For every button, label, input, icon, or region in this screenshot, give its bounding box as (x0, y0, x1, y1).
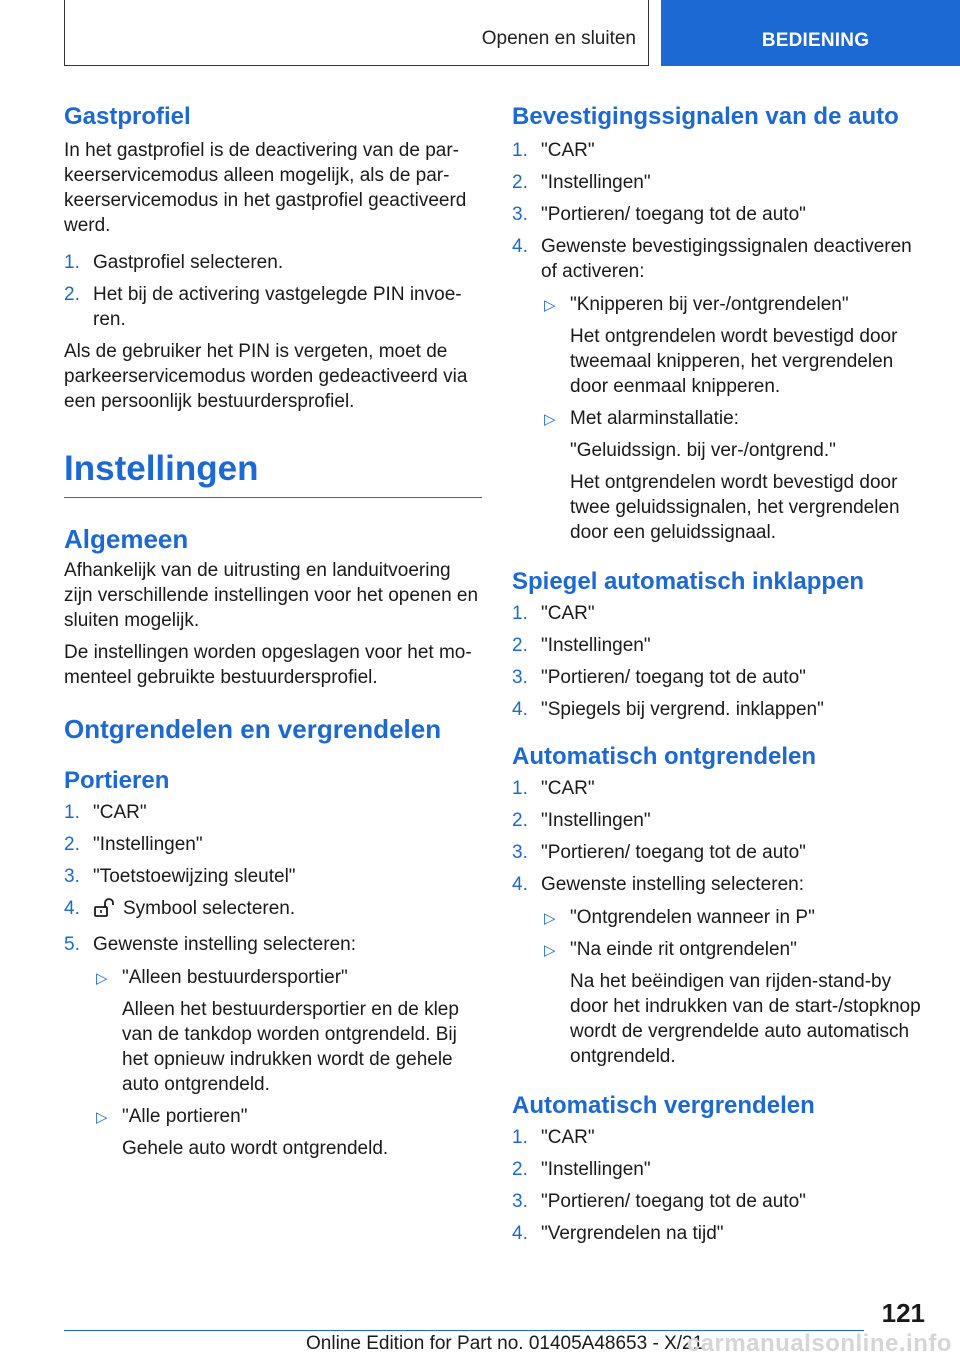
sub-item: ▷ "Alleen bestuurdersportier" Alleen het bestuurdersportier en de klep van de tankdop worden ontgrendeld. Bij het opnieuw indrukken wordt de gehele auto ontgrendeld. (96, 967, 459, 1095)
list-item: 2. "Instellingen" (512, 810, 651, 831)
heading-algemeen: Algemeen (64, 524, 189, 554)
list-item: 2. "Instellingen" (512, 1159, 651, 1180)
list-item: 2. "Instellingen" (512, 172, 651, 193)
steps-portieren (64, 800, 482, 1161)
sub-options (541, 292, 930, 545)
triangle-right-icon: ▷ (544, 910, 556, 927)
heading-gastprofiel: Gastprofiel (64, 103, 191, 130)
section-title: Openen en sluiten (481, 28, 636, 49)
sub-item: ▷ "Knipperen bij ver-/ontgrendelen" Het ontgrendelen wordt bevestigd door tweemaal knipperen, het vergrendelen door eenmaal knipperen. (544, 294, 898, 397)
paragraph: Als de gebruiker het PIN is vergeten, moet de parkeerservicemodus worden gedeactiveerd via een persoonlijk bestuurdersprofiel. (64, 341, 468, 412)
sub-options (93, 965, 482, 1161)
list-item: 3. "Toetstoewijzing sleutel" (64, 866, 296, 887)
heading-portieren: Portieren (64, 767, 170, 794)
list-item: 1. "CAR" (512, 1127, 595, 1148)
chapter-tab (661, 0, 960, 66)
edition-text: Online Edition for Part no. 01405A48653 - X/21 (306, 1333, 704, 1354)
steps-auto-ontgrendelen (512, 776, 930, 1069)
sub-options (541, 905, 930, 1069)
sub-item: ▷ "Alle portieren" Gehele auto wordt ontgrendeld. (96, 1106, 389, 1159)
chapter-title: BEDIENING (761, 30, 870, 51)
list-item: 2. "Instellingen" (512, 635, 651, 656)
sub-item: ▷ "Ontgrendelen wanneer in P" (541, 905, 930, 930)
list-item: 5. Gewenste instelling selecteren: ▷ "Alleen bestuurdersportier" Alleen het bestuurdersportier en de klep van de tankdop worden ontgrendeld. Bij het opnieuw indrukken wordt de gehele auto ontgrendeld. ▷ "Alle portieren" Gehele auto wordt ontgrendeld. (64, 932, 482, 1161)
list-item: 4. Gewenste bevestigingssignalen deactiveren of activeren: ▷ "Knipperen bij ver-/ontgrendelen" Het ontgrendelen wordt bevestigd door tweemaal knipperen, het vergrendelen door eenmaal knipperen. ▷ Met alarminstallatie: "Geluidssign. bij ver-/ontgrend." Het ontgrendelen wordt bevestigd door twee geluidssignalen, het vergrendelen door een geluidssignaal. (512, 234, 930, 545)
steps-gastprofiel (64, 250, 482, 332)
list-item: 3. "Portieren/ toegang tot de auto" (512, 1191, 806, 1212)
heading-instellingen: Instellingen (64, 447, 482, 498)
unlocked-padlock-icon (93, 898, 117, 925)
sub-item: ▷ "Na einde rit ontgrendelen" Na het beëindigen van rijden-stand-by door het indrukken van de start-/stopknop wordt de vergrendelde auto automatisch ontgrendeld. (544, 939, 921, 1067)
list-item: 1. "CAR" (512, 778, 595, 799)
page-number: 121 (881, 1298, 925, 1328)
heading-bevestiging: Bevestigingssignalen van de auto (512, 103, 899, 130)
list-item: 3. "Portieren/ toegang tot de auto" (512, 204, 806, 225)
list-item: 2. "Instellingen" (64, 834, 203, 855)
heading-ontgrendelen: Ontgrendelen en vergrendelen (64, 714, 442, 744)
list-item: 4. Symbool selecteren. (64, 896, 482, 925)
list-item: 3. "Portieren/ toegang tot de auto" (512, 667, 806, 688)
steps-spiegel (512, 601, 930, 722)
left-column (64, 102, 482, 1168)
triangle-right-icon: ▷ (96, 1109, 108, 1126)
watermark: carmanualsonline.info (686, 1330, 952, 1357)
steps-auto-vergrendelen (512, 1125, 930, 1246)
list-item: 4. "Vergrendelen na tijd" (512, 1223, 724, 1244)
paragraph: In het gastprofiel is de deactivering van de par-keerservicemodus alleen mogelijk, als de par-keerservicemodus in het gastprofiel geactiveerd werd. (64, 140, 467, 236)
paragraph: Afhankelijk van de uitrusting en landuitvoering zijn verschillende instellingen voor het openen en sluiten mogelijk. (64, 560, 479, 631)
paragraph: De instellingen worden opgeslagen voor het mo-menteel gebruikte bestuurdersprofiel. (64, 642, 472, 688)
triangle-right-icon: ▷ (96, 970, 108, 987)
triangle-right-icon: ▷ (544, 297, 556, 314)
sub-item: ▷ Met alarminstallatie: "Geluidssign. bij ver-/ontgrend." Het ontgrendelen wordt bevestigd door twee geluidssignalen, het vergrendelen door een geluidssignaal. (544, 408, 900, 543)
list-item: 1. Gastprofiel selecteren. (64, 252, 284, 273)
list-item: 2. Het bij de activering vastgelegde PIN invoe-ren. (64, 284, 462, 330)
heading-auto-vergrendelen: Automatisch vergrendelen (512, 1092, 815, 1119)
list-item: 1. "CAR" (64, 802, 147, 823)
list-item: 4. "Spiegels bij vergrend. inklappen" (512, 699, 824, 720)
triangle-right-icon: ▷ (544, 942, 556, 959)
list-item: 1. "CAR" (512, 140, 595, 161)
heading-auto-ontgrendelen: Automatisch ontgrendelen (512, 743, 817, 770)
heading-spiegel: Spiegel automatisch inklappen (512, 568, 865, 595)
right-column (512, 102, 930, 1253)
list-item: 4. Gewenste instelling selecteren: ▷ "Ontgrendelen wanneer in P" ▷ "Na einde rit ontgrendelen" Na het beëindigen van rijden-stand-by door het indrukken van de start-/stopknop wordt de vergrendelde auto automatisch ontgrendeld. (512, 872, 930, 1069)
header-frame (64, 0, 649, 66)
triangle-right-icon: ▷ (544, 411, 556, 428)
steps-bevestiging (512, 138, 930, 545)
list-item: 3. "Portieren/ toegang tot de auto" (512, 842, 806, 863)
list-item: 1. "CAR" (512, 603, 595, 624)
